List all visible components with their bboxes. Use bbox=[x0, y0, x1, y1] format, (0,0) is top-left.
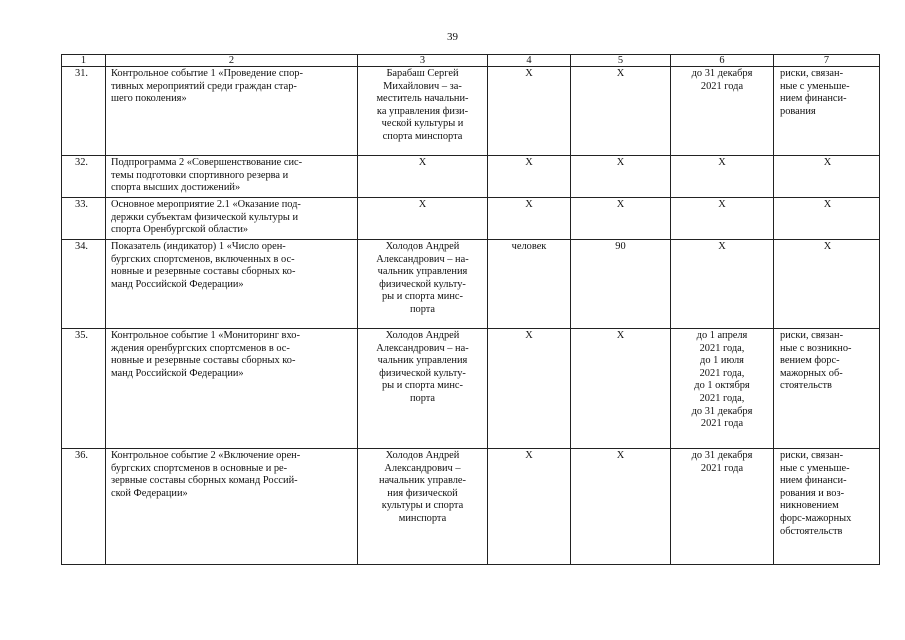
cell-unit bbox=[488, 198, 571, 240]
cell-line: Александрович – на- bbox=[376, 342, 469, 354]
cell-line: 2021 года, bbox=[699, 367, 745, 379]
cell-number: 32. bbox=[62, 156, 106, 198]
cell-name bbox=[106, 240, 358, 329]
cell-line: рования и воз- bbox=[780, 487, 845, 499]
cell-number: 33. bbox=[62, 198, 106, 240]
cell-line: порта bbox=[409, 392, 436, 404]
cell-deadline bbox=[671, 449, 774, 565]
plan-table bbox=[61, 54, 880, 565]
cell-line: Михайлович – за- bbox=[383, 80, 462, 92]
cell-line: стоятельств bbox=[780, 380, 832, 392]
header-cell-5: 5 bbox=[571, 55, 671, 67]
cell-line: X bbox=[616, 199, 625, 210]
cell-line: физической культу- bbox=[379, 367, 466, 379]
cell-number: 34. bbox=[62, 240, 106, 329]
cell-responsible bbox=[358, 198, 488, 240]
cell-line: Александрович – на- bbox=[376, 253, 469, 265]
cell-line: ры и спорта минс- bbox=[381, 291, 463, 303]
cell-line: Основное мероприятие 2.1 «Оказание под- bbox=[111, 199, 301, 210]
cell-line: X bbox=[418, 157, 427, 168]
cell-line: до 1 октября bbox=[694, 380, 750, 392]
cell-line: человек bbox=[511, 241, 547, 252]
cell-line: X bbox=[718, 199, 726, 210]
cell-deadline bbox=[671, 156, 774, 198]
cell-responsible bbox=[358, 449, 488, 565]
cell-line: X bbox=[823, 157, 832, 168]
cell-line: рования bbox=[780, 105, 816, 117]
cell-line: ния физической bbox=[387, 487, 458, 499]
cell-number: 35. bbox=[62, 329, 106, 449]
cell-line: X bbox=[823, 199, 832, 210]
cell-line: X bbox=[718, 241, 726, 252]
cell-line: темы подготовки спортивного резерва и bbox=[111, 169, 289, 181]
cell-line: новные и резервные составы сборных ко- bbox=[111, 355, 296, 367]
cell-line: X bbox=[525, 330, 533, 341]
cell-line: порта bbox=[409, 303, 436, 315]
header-cell-4: 4 bbox=[488, 55, 571, 67]
cell-responsible bbox=[358, 156, 488, 198]
cell-line: спорта Оренбургской области» bbox=[111, 224, 249, 236]
cell-line: 2021 года bbox=[700, 80, 744, 92]
cell-line: новные и резервные составы сборных ко- bbox=[111, 266, 296, 278]
cell-line: Холодов Андрей bbox=[385, 241, 460, 252]
cell-line: ные с возникно- bbox=[780, 342, 852, 354]
cell-unit bbox=[488, 329, 571, 449]
cell-line: меститель начальни- bbox=[376, 93, 469, 105]
cell-line: чальник управления bbox=[377, 266, 468, 278]
cell-number: 31. bbox=[62, 67, 106, 156]
cell-unit bbox=[488, 67, 571, 156]
cell-line: чальник управления bbox=[377, 355, 468, 367]
cell-line: ческой культуры и bbox=[381, 118, 464, 130]
cell-line: риски, связан- bbox=[780, 68, 844, 79]
cell-line: риски, связан- bbox=[780, 450, 844, 461]
cell-line: начальник управле- bbox=[379, 475, 466, 487]
cell-line: форс-мажорных bbox=[780, 512, 852, 524]
cell-line: X bbox=[418, 199, 427, 210]
cell-line: мажорных об- bbox=[780, 367, 843, 379]
cell-line: спорта высших достижений» bbox=[111, 182, 241, 194]
cell-line: X bbox=[525, 450, 533, 461]
cell-risks bbox=[774, 329, 880, 449]
cell-line: Подпрограмма 2 «Совершенствование сис- bbox=[111, 157, 303, 168]
cell-value bbox=[571, 67, 671, 156]
cell-line: Холодов Андрей bbox=[385, 330, 460, 341]
cell-value bbox=[571, 449, 671, 565]
table-row bbox=[62, 198, 880, 240]
cell-line: ка управления физи- bbox=[376, 105, 469, 117]
table-header-row bbox=[62, 55, 880, 67]
header-cell-2: 2 bbox=[106, 55, 358, 67]
cell-line: 2021 года, bbox=[699, 342, 745, 354]
cell-line: Александрович – bbox=[384, 462, 461, 474]
cell-line: тивных мероприятий среди граждан стар- bbox=[111, 80, 297, 92]
cell-name bbox=[106, 449, 358, 565]
cell-unit bbox=[488, 240, 571, 329]
cell-value bbox=[571, 240, 671, 329]
cell-line: X bbox=[525, 68, 533, 79]
table-row bbox=[62, 449, 880, 565]
cell-line: до 1 июля bbox=[700, 355, 744, 367]
cell-value bbox=[571, 156, 671, 198]
cell-line: до 31 декабря bbox=[691, 450, 753, 461]
cell-responsible bbox=[358, 329, 488, 449]
cell-risks bbox=[774, 240, 880, 329]
cell-line: X bbox=[616, 450, 625, 461]
cell-line: риски, связан- bbox=[780, 330, 844, 341]
cell-line: 2021 года, bbox=[699, 392, 745, 404]
cell-line: Контрольное событие 1 «Проведение спор- bbox=[111, 68, 303, 79]
cell-line: минспорта bbox=[398, 512, 447, 524]
cell-risks bbox=[774, 198, 880, 240]
cell-unit bbox=[488, 156, 571, 198]
cell-line: до 31 декабря bbox=[691, 68, 753, 79]
cell-line: ры и спорта минс- bbox=[381, 380, 463, 392]
page-number: 39 bbox=[447, 31, 458, 43]
cell-line: культуры и спорта bbox=[381, 500, 464, 512]
cell-line: ные с уменьше- bbox=[780, 462, 850, 474]
cell-line: X bbox=[718, 157, 726, 168]
cell-line: спорта минспорта bbox=[382, 130, 463, 142]
header-cell-3: 3 bbox=[358, 55, 488, 67]
cell-line: Контрольное событие 1 «Мониторинг вхо- bbox=[111, 330, 300, 341]
cell-name bbox=[106, 198, 358, 240]
cell-line: ные с уменьше- bbox=[780, 80, 850, 92]
cell-unit bbox=[488, 449, 571, 565]
table-row bbox=[62, 156, 880, 198]
cell-risks bbox=[774, 67, 880, 156]
cell-risks bbox=[774, 449, 880, 565]
cell-line: бургских спортсменов, включенных в ос- bbox=[111, 253, 295, 265]
cell-line: 2021 года bbox=[700, 418, 744, 430]
cell-line: ской Федерации» bbox=[111, 487, 188, 499]
cell-line: 2021 года bbox=[700, 462, 744, 474]
cell-risks bbox=[774, 156, 880, 198]
cell-line: манд Российской Федерации» bbox=[111, 278, 244, 290]
cell-line: нием финанси- bbox=[780, 475, 847, 487]
cell-line: манд Российской Федерации» bbox=[111, 367, 244, 379]
cell-line: X bbox=[616, 157, 625, 168]
cell-deadline bbox=[671, 240, 774, 329]
cell-line: X bbox=[616, 68, 625, 79]
header-cell-1: 1 bbox=[62, 55, 106, 67]
cell-line: до 31 декабря bbox=[691, 405, 753, 417]
table-row bbox=[62, 329, 880, 449]
cell-line: до 1 апреля bbox=[696, 330, 748, 341]
cell-deadline bbox=[671, 329, 774, 449]
cell-line: Показатель (индикатор) 1 «Число орен- bbox=[111, 241, 286, 252]
cell-line: физической культу- bbox=[379, 278, 466, 290]
cell-line: нием финанси- bbox=[780, 93, 847, 105]
cell-value bbox=[571, 329, 671, 449]
table-row bbox=[62, 240, 880, 329]
cell-line: Контрольное событие 2 «Включение орен- bbox=[111, 450, 301, 461]
cell-line: X bbox=[525, 157, 533, 168]
cell-line: шего поколения» bbox=[111, 93, 187, 105]
table-body bbox=[62, 55, 880, 565]
cell-line: Барабаш Сергей bbox=[386, 68, 459, 79]
header-cell-7: 7 bbox=[774, 55, 880, 67]
cell-responsible bbox=[358, 240, 488, 329]
cell-value bbox=[571, 198, 671, 240]
cell-line: X bbox=[823, 241, 832, 252]
cell-responsible bbox=[358, 67, 488, 156]
cell-line: зервные составы сборных команд Россий- bbox=[111, 475, 298, 487]
cell-deadline bbox=[671, 198, 774, 240]
cell-line: вением форс- bbox=[780, 355, 840, 367]
cell-deadline bbox=[671, 67, 774, 156]
cell-line: обстоятельств bbox=[780, 525, 843, 537]
cell-line: никновением bbox=[780, 500, 839, 512]
table-row bbox=[62, 67, 880, 156]
cell-name bbox=[106, 67, 358, 156]
cell-line: Холодов Андрей bbox=[385, 450, 460, 461]
cell-line: X bbox=[525, 199, 533, 210]
cell-line: 90 bbox=[615, 241, 626, 252]
header-cell-6: 6 bbox=[671, 55, 774, 67]
cell-number: 36. bbox=[62, 449, 106, 565]
cell-name bbox=[106, 329, 358, 449]
cell-name bbox=[106, 156, 358, 198]
cell-line: бургских спортсменов в основные и ре- bbox=[111, 462, 288, 474]
cell-line: ждения оренбургских спортсменов в ос- bbox=[111, 342, 290, 354]
cell-line: держки субъектам физической культуры и bbox=[111, 211, 299, 223]
cell-line: X bbox=[616, 330, 625, 341]
